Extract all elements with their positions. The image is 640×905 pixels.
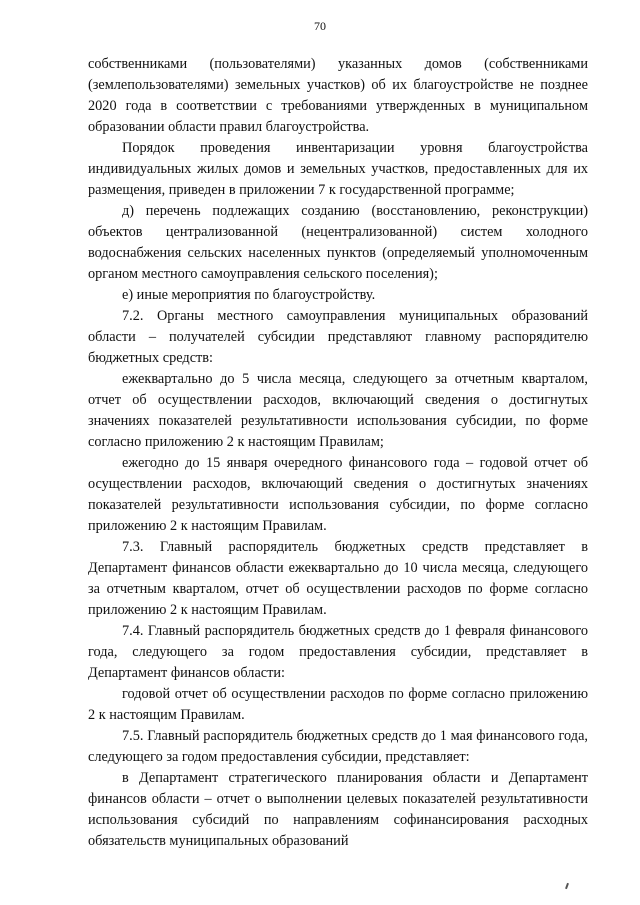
paragraph: ежеквартально до 5 числа месяца, следующего за отчетным кварталом, отчет об осуществлении расходов, включающий сведения о достигнутых значениях показателей результативности использования субсидии, по форме согласно приложению 2 к настоящим Правилам; — [88, 371, 588, 450]
paragraph: 7.3. Главный распорядитель бюджетных средств представляет в Департамент финансов области ежеквартально до 10 числа месяца, следующего за отчетным кварталом, отчет об осуществлении расходов по форме согласно приложению 2 к настоящим Правилам. — [88, 539, 588, 618]
paragraph: 7.2. Органы местного самоуправления муниципальных образований области – получателей субсидии представляют главному распорядителю бюджетных средств: — [88, 308, 588, 366]
paragraph: е) иные мероприятия по благоустройству. — [122, 287, 376, 303]
paragraph: Порядок проведения инвентаризации уровня благоустройства индивидуальных жилых домов и земельных участков, предоставленных для их размещения, приведен в приложении 7 к государственной программе; — [88, 140, 588, 198]
document-body — [88, 54, 588, 852]
paragraph: в Департамент стратегического планирования области и Департамент финансов области – отчет о выполнении целевых показателей результативности использования субсидий по направлениям софинансирования расходных обязательств муниципальных образований — [88, 770, 588, 849]
paragraph: д) перечень подлежащих созданию (восстановлению, реконструкции) объектов централизованной (нецентрализованной) систем холодного водоснабжения сельских населенных пунктов (определяемый уполномоченным органом местного самоуправления сельского поселения); — [88, 203, 588, 282]
paragraph: 7.4. Главный распорядитель бюджетных средств до 1 февраля финансового года, следующего за годом предоставления субсидии, представляет в Департамент финансов области: — [88, 623, 588, 681]
paragraph: собственниками (пользователями) указанных домов (собственниками (землепользователями) земельных участков) об их благоустройстве не позднее 2020 года в соответствии с требованиями утвержденных в муниципальном образовании области правил благоустройства. — [88, 56, 588, 135]
scan-mark — [565, 883, 569, 889]
paragraph: 7.5. Главный распорядитель бюджетных средств до 1 мая финансового года, следующего за годом предоставления субсидии, представляет: — [88, 728, 588, 765]
paragraph: годовой отчет об осуществлении расходов по форме согласно приложению 2 к настоящим Правилам. — [88, 686, 588, 723]
paragraph: ежегодно до 15 января очередного финансового года – годовой отчет об осуществлении расходов, включающий сведения о достигнутых значениях показателей результативности использования субсидии, по форме согласно приложению 2 к настоящим Правилам. — [88, 455, 588, 534]
page-number: 70 — [314, 19, 326, 33]
